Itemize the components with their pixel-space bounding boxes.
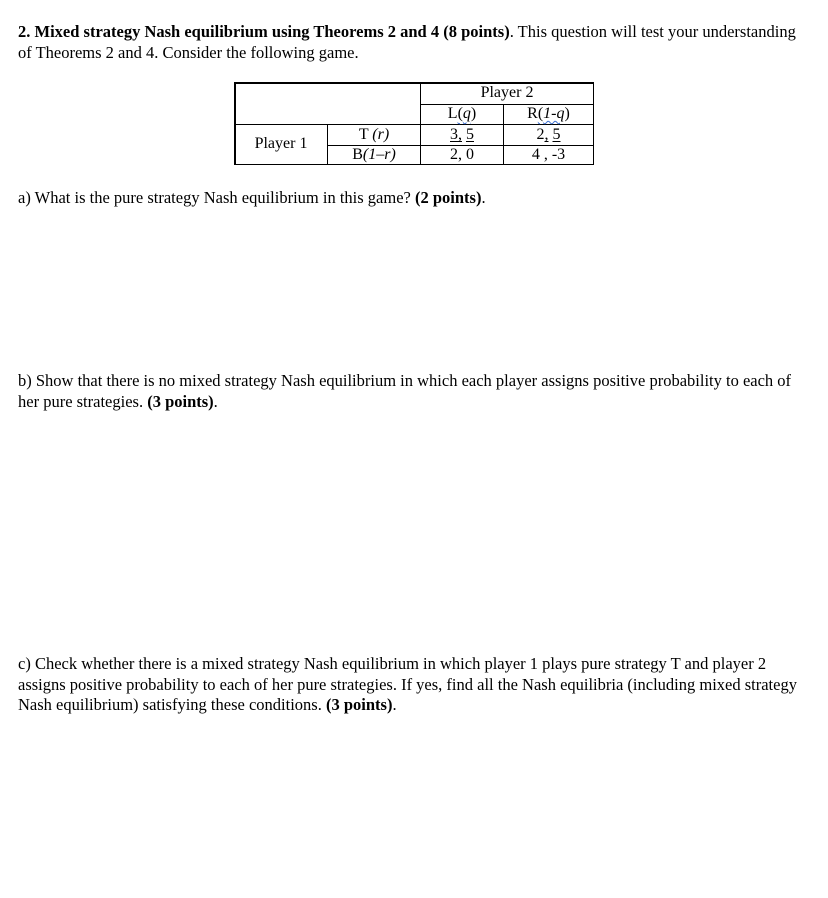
payoff-TL: 3, 5	[450, 126, 474, 143]
part-a-points: (2 points)	[414, 188, 482, 207]
question-part-c: c) Check whether there is a mixed strategy Nash equilibrium in which player 1 plays pure strategy T and player 2 assigns positive probability to each of her pure strategies. If yes, find all the Nash equilibria (including mixed strategy Nash equilibrium) satisfying these conditions. (3 points).	[18, 654, 797, 714]
player1-label: Player 1	[254, 135, 308, 152]
payoff-BR: 4 , -3	[531, 146, 566, 163]
row-B-prob: (1–r)	[362, 146, 396, 163]
question-intro: . This question will test your understanding of Theorems 2 and 4. Consider the following game.	[18, 22, 796, 62]
question-part-a: a) What is the pure strategy Nash equilibrium in this game? (2 points).	[18, 188, 486, 207]
part-c-points: (3 points)	[325, 695, 393, 714]
row-T-header	[328, 125, 420, 145]
row-B-name: B	[352, 146, 363, 163]
payoff-matrix	[234, 82, 594, 165]
column-L-name: L	[447, 105, 458, 122]
payoff-BL: 2, 0	[450, 146, 474, 163]
column-L-header: L(q)	[447, 105, 477, 122]
column-R-prob: 1-q	[543, 105, 565, 122]
row-T-prob: (r)	[372, 126, 390, 143]
question-part-b: b) Show that there is no mixed strategy Nash equilibrium in which each player assigns positive probability to each of her pure strategies. (3 points).	[18, 371, 792, 411]
payoff-TR: 2, 5	[536, 126, 561, 143]
row-T-name: T	[358, 126, 369, 143]
row-B-header	[328, 145, 420, 165]
column-R-header: R(1-q)	[527, 105, 570, 122]
question-title: 2. Mixed strategy Nash equilibrium using Theorems 2 and 4 (8 points)	[18, 22, 510, 41]
column-R-name: R	[527, 105, 538, 122]
column-L-prob: q	[462, 105, 471, 122]
part-b-points: (3 points)	[147, 391, 214, 411]
question-header	[18, 22, 813, 63]
player2-label: Player 2	[480, 84, 534, 101]
